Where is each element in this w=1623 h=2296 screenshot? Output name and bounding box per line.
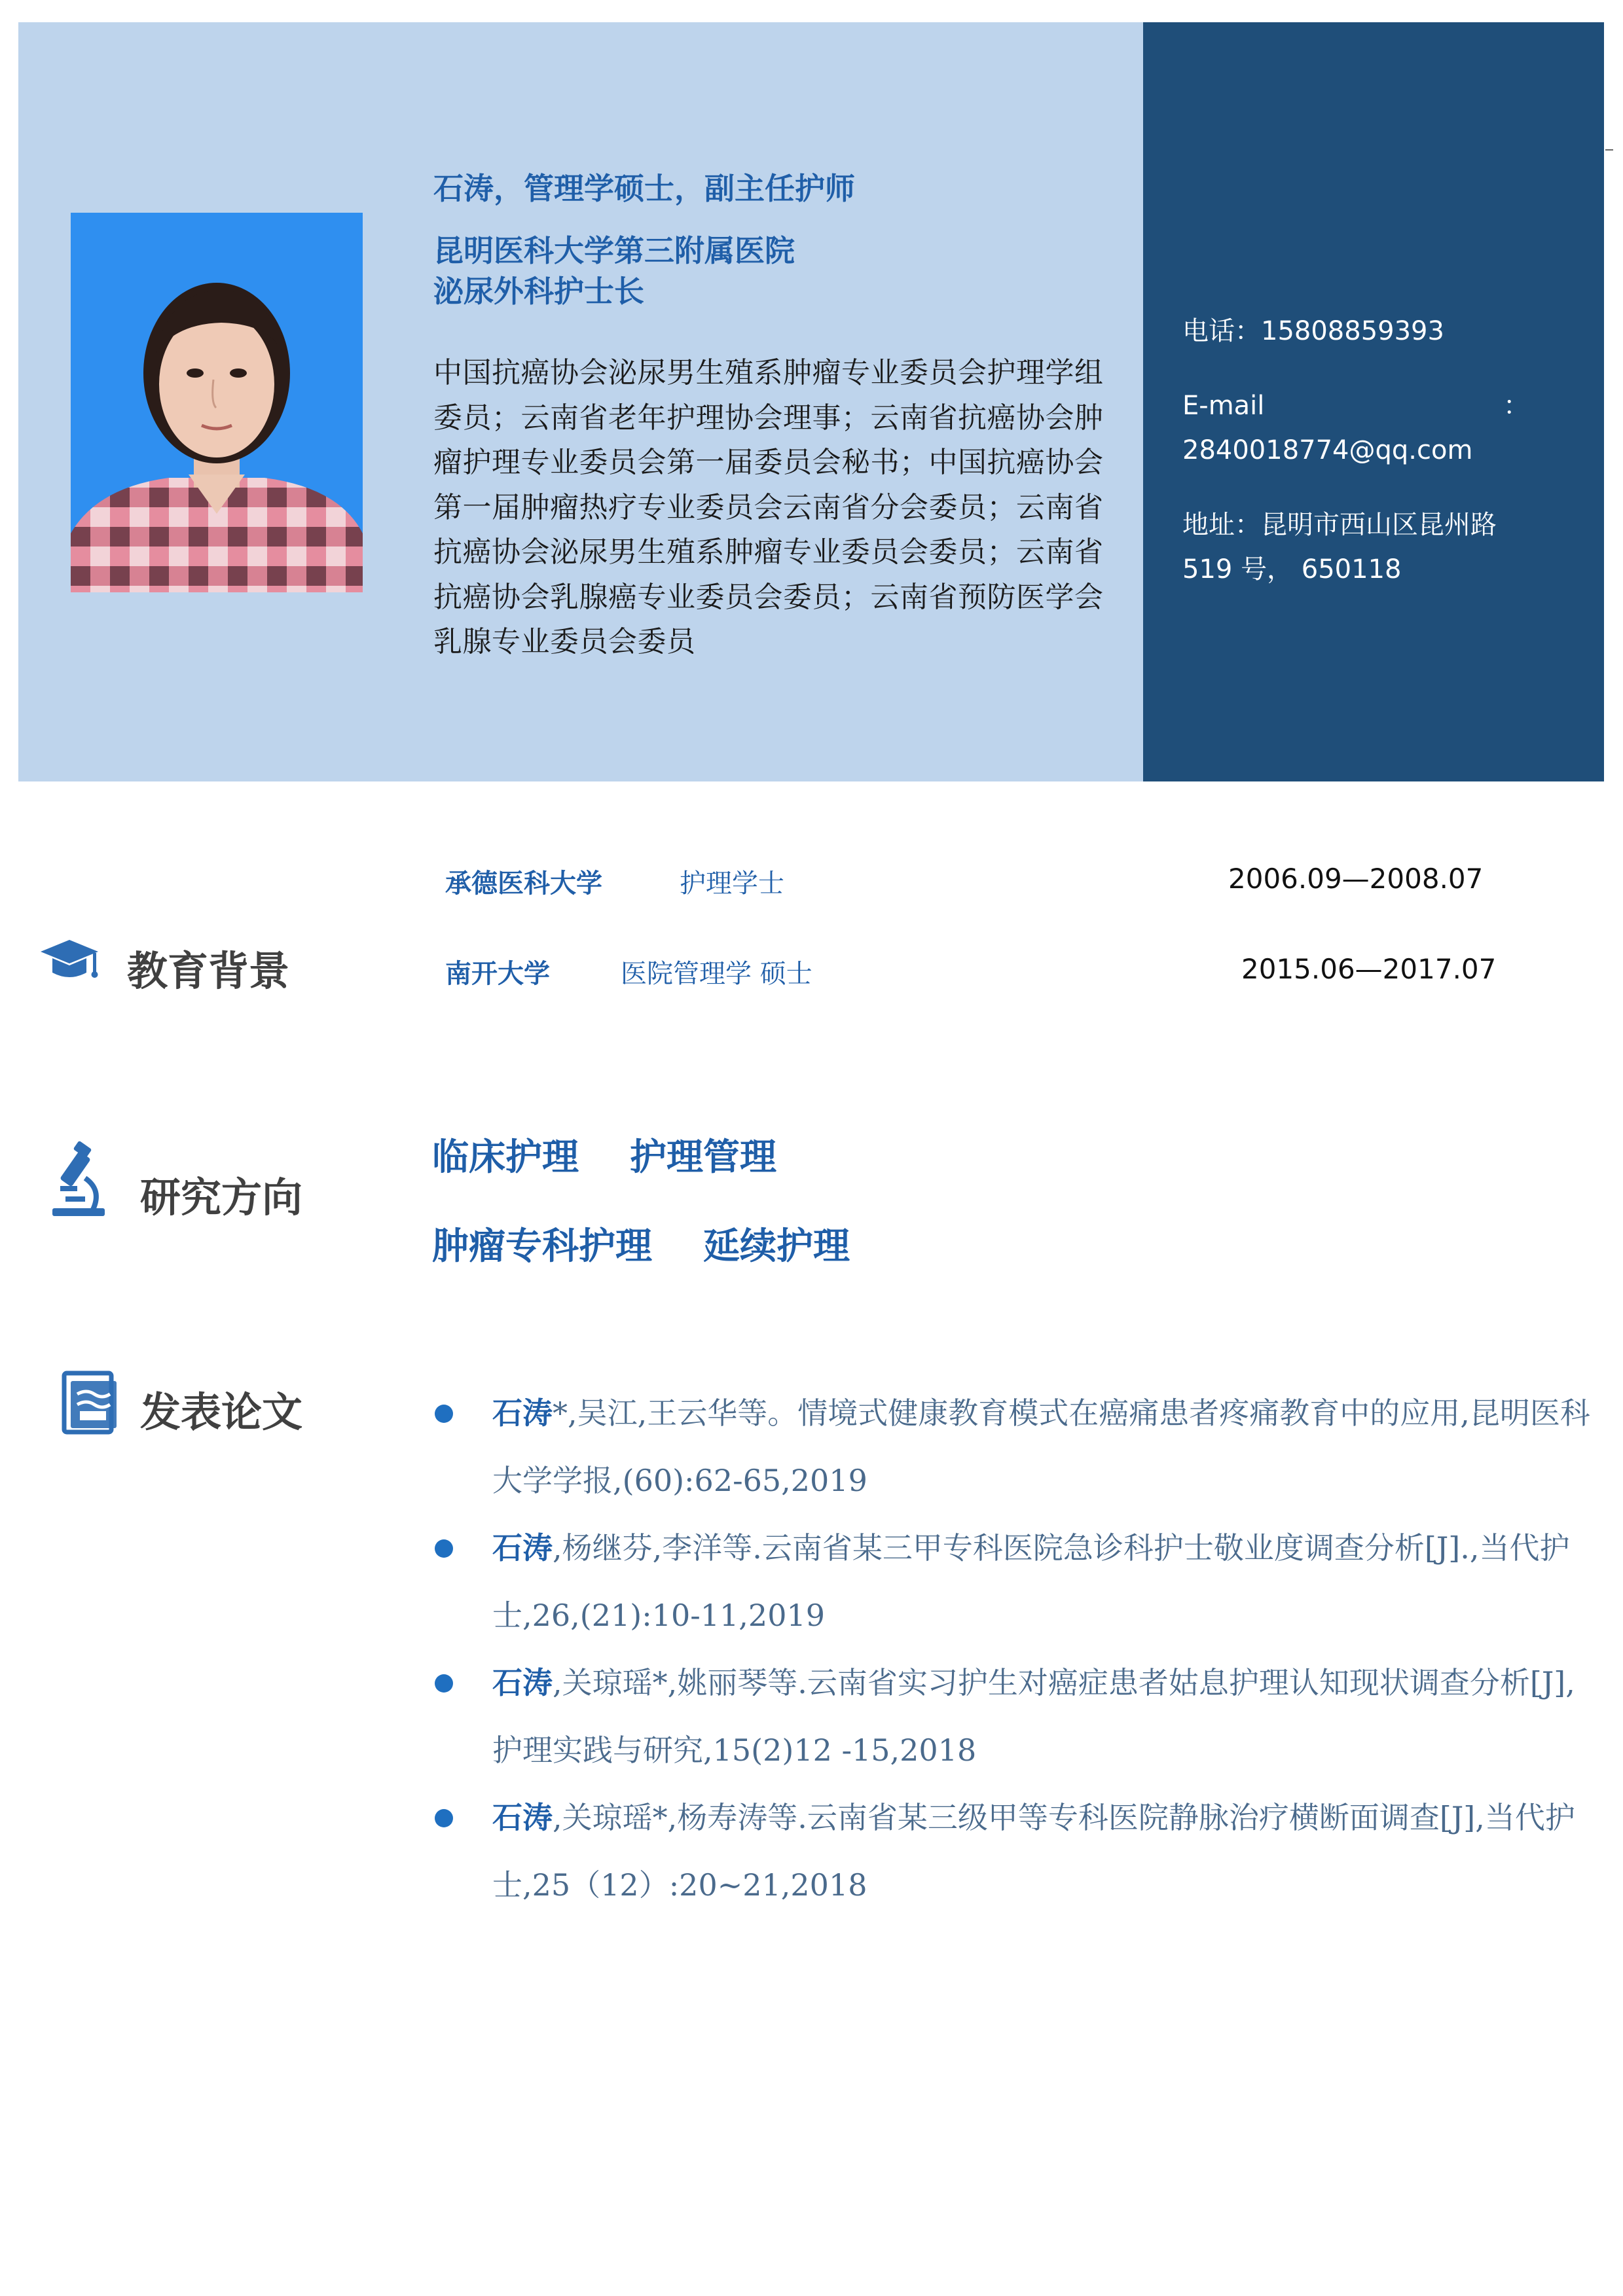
research-areas-line1: 临床护理 护理管理 bbox=[432, 1136, 776, 1179]
publication-author: 石涛 bbox=[492, 1665, 553, 1700]
research-areas-line2: 肿瘤专科护理 延续护理 bbox=[432, 1225, 850, 1268]
graduation-cap-icon bbox=[38, 929, 101, 992]
education-school: 承德医科大学 bbox=[445, 869, 602, 899]
education-dates: 2015.06—2017.07 bbox=[1241, 953, 1497, 985]
education-degree: 医院管理学 硕士 bbox=[621, 959, 812, 989]
department-position: 泌尿外科护士长 bbox=[433, 274, 644, 309]
publication-citation: *,吴江,王云华等。情境式健康教育模式在癌痛患者疼痛教育中的应用,昆明医科大学学报,(60):62-65,2019 bbox=[492, 1395, 1590, 1498]
publication-citation: ,杨继芬,李洋等.云南省某三甲专科医院急诊科护士敬业度调查分析[J].,当代护士,26,(21):10-11,2019 bbox=[492, 1530, 1570, 1633]
professional-roles: 中国抗癌协会泌尿男生殖系肿瘤专业委员会护理学组委员；云南省老年护理协会理事；云南省抗癌协会肿瘤护理专业委员会第一届委员会秘书；中国抗癌协会第一届肿瘤热疗专业委员会云南省分会委员；云南省抗癌协会泌尿男生殖系肿瘤专业委员会委员；云南省抗癌协会乳腺癌专业委员会委员；云南省预防医学会乳腺专业委员会委员 bbox=[433, 356, 1104, 658]
contact-address-line1: 地址：昆明市西山区昆州路 bbox=[1182, 510, 1497, 540]
contact-email[interactable]: 2840018774@qq.com bbox=[1182, 435, 1473, 465]
profile-photo bbox=[71, 213, 363, 592]
microscope-icon bbox=[46, 1139, 111, 1224]
education-degree: 护理学士 bbox=[680, 869, 784, 899]
publication-list bbox=[432, 1380, 1591, 1919]
education-school: 南开大学 bbox=[445, 959, 550, 989]
publication-author: 石涛 bbox=[492, 1530, 553, 1566]
hospital-affiliation bbox=[433, 230, 795, 312]
education-dates: 2006.09—2008.07 bbox=[1228, 863, 1484, 895]
research-title: 研究方向 bbox=[140, 1174, 303, 1221]
publication-author: 石涛 bbox=[492, 1800, 553, 1835]
publication-author: 石涛 bbox=[492, 1395, 553, 1431]
hospital-name: 昆明医科大学第三附属医院 bbox=[433, 233, 795, 268]
education-title: 教育背景 bbox=[127, 947, 290, 995]
publication-item bbox=[432, 1784, 1591, 1919]
document-icon bbox=[60, 1371, 119, 1436]
publication-citation: ,关琼瑶*,姚丽琴等.云南省实习护生对癌症患者姑息护理认知现状调查分析[J],护理实践与研究,15(2)12 -15,2018 bbox=[492, 1665, 1575, 1768]
publication-citation: ,关琼瑶*,杨寿涛等.云南省某三级甲等专科医院静脉治疗横断面调查[J],当代护士,25（12）:20~21,2018 bbox=[492, 1800, 1575, 1903]
name-title: 石涛，管理学硕士，副主任护师 bbox=[433, 171, 855, 206]
contact-address-line2: 519 号， 650118 bbox=[1182, 554, 1402, 584]
publication-item bbox=[432, 1649, 1591, 1784]
papers-title: 发表论文 bbox=[140, 1388, 303, 1436]
contact-phone: 电话：15808859393 bbox=[1182, 316, 1444, 346]
email-label-colon: ： bbox=[1503, 391, 1529, 421]
publication-item bbox=[432, 1515, 1591, 1649]
edge-mark bbox=[1605, 149, 1613, 151]
contact-email-label bbox=[1182, 384, 1529, 428]
email-label-text: E-mail bbox=[1182, 391, 1265, 421]
publication-item bbox=[432, 1380, 1591, 1515]
